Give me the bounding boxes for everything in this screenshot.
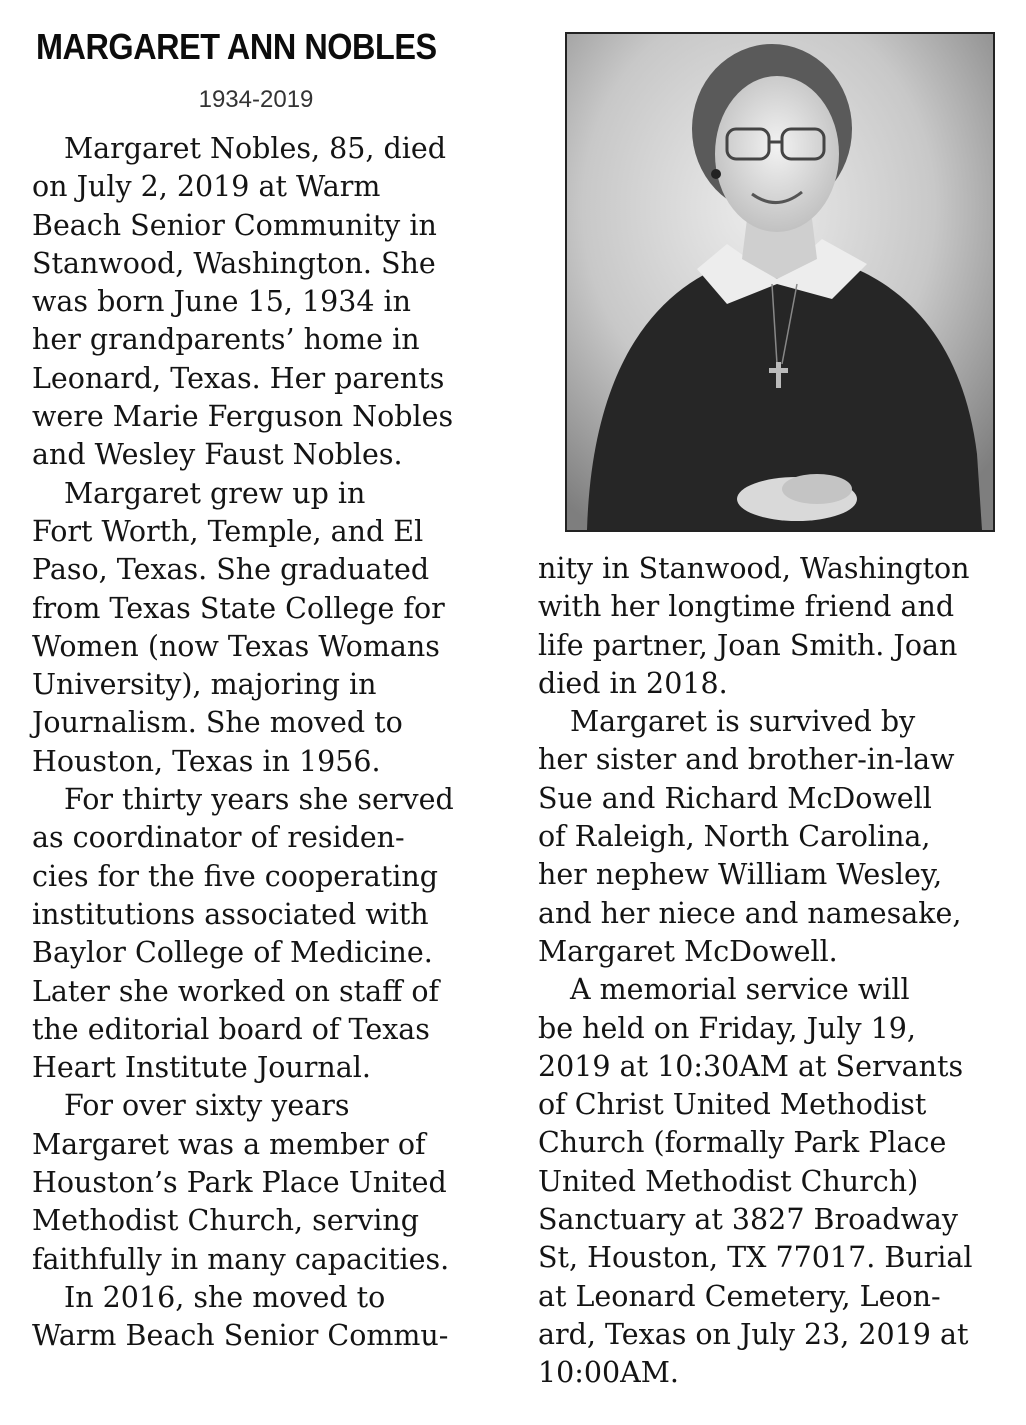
text-line: Leonard, Texas. Her parents	[32, 361, 445, 395]
text-line: died in 2018.	[538, 666, 728, 700]
text-line: life partner, Joan Smith. Joan	[538, 628, 958, 662]
text-line: were Marie Ferguson Nobles	[32, 400, 454, 434]
text-line: of Raleigh, North Carolina,	[538, 820, 931, 854]
text-line: Margaret Nobles, 85, died	[64, 132, 446, 165]
text-line: the editorial board of Texas	[32, 1012, 430, 1046]
text-line: faithfully in many capacities.	[32, 1242, 450, 1276]
text-line: Fort Worth, Temple, and El	[32, 514, 424, 548]
text-line: institutions associated with	[32, 897, 429, 931]
text-line: St, Houston, TX 77017. Burial	[538, 1241, 973, 1275]
text-line: and Wesley Faust Nobles.	[32, 438, 403, 472]
text-line: of Christ United Methodist	[538, 1088, 927, 1122]
text-line: and her niece and namesake,	[538, 896, 962, 930]
text-line: Margaret was a member of	[32, 1127, 426, 1161]
text-line: Margaret grew up in	[64, 476, 366, 510]
obituary-column-2	[538, 550, 972, 1393]
text-line: ard, Texas on July 23, 2019 at	[538, 1317, 969, 1351]
text-line: A memorial service will	[570, 973, 910, 1007]
text-line: from Texas State College for	[32, 591, 445, 625]
text-line: was born June 15, 1934 in	[32, 285, 412, 319]
obituary-years: 1934-2019	[198, 86, 314, 113]
text-line: Baylor College of Medicine.	[32, 936, 433, 970]
text-line: Later she worked on staff of	[32, 974, 440, 1008]
text-line: Margaret is survived by	[570, 705, 916, 739]
text-line: at Leonard Cemetery, Leon-	[538, 1279, 941, 1313]
text-line: 2019 at 10:30AM at Servants	[538, 1049, 964, 1083]
text-line: Sue and Richard McDowell	[538, 781, 932, 815]
text-line: Journalism. She moved to	[32, 706, 403, 740]
text-line: Methodist Church, serving	[32, 1204, 420, 1238]
text-line: her grandparents’ home in	[32, 323, 420, 357]
text-line: For thirty years she served	[64, 783, 454, 817]
text-line: Heart Institute Journal.	[32, 1051, 371, 1085]
text-line: Houston’s Park Place United	[32, 1166, 447, 1200]
text-line: Church (formally Park Place	[538, 1126, 947, 1160]
text-line: on July 2, 2019 at Warm	[32, 170, 381, 204]
text-line: United Methodist Church)	[538, 1164, 919, 1198]
portrait-photo	[565, 32, 995, 532]
text-line: cies for the five cooperating	[32, 859, 438, 893]
text-line: For over sixty years	[64, 1089, 350, 1123]
text-line: Beach Senior Community in	[32, 208, 437, 242]
text-line: Sanctuary at 3827 Broadway	[538, 1203, 958, 1237]
text-line: Houston, Texas in 1956.	[32, 744, 381, 778]
text-line: 10:00AM.	[538, 1356, 679, 1390]
text-line: her nephew William Wesley,	[538, 858, 943, 892]
obituary-column-1	[32, 130, 454, 1356]
text-line: University), majoring in	[32, 668, 377, 702]
text-line: Margaret McDowell.	[538, 934, 838, 968]
text-line: with her longtime friend and	[538, 590, 955, 624]
text-line: Women (now Texas Womans	[32, 629, 440, 663]
text-line: Stanwood, Washington. She	[32, 246, 436, 280]
text-line: be held on Friday, July 19,	[538, 1011, 916, 1045]
text-line: In 2016, she moved to	[64, 1280, 386, 1314]
text-line: nity in Stanwood, Washington	[538, 552, 970, 585]
text-line: as coordinator of residen-	[32, 821, 405, 855]
text-line: her sister and brother-in-law	[538, 743, 955, 777]
obituary-name: MARGARET ANN NOBLES	[36, 26, 437, 67]
text-line: Paso, Texas. She graduated	[32, 553, 430, 587]
text-line: Warm Beach Senior Commu-	[32, 1319, 449, 1353]
